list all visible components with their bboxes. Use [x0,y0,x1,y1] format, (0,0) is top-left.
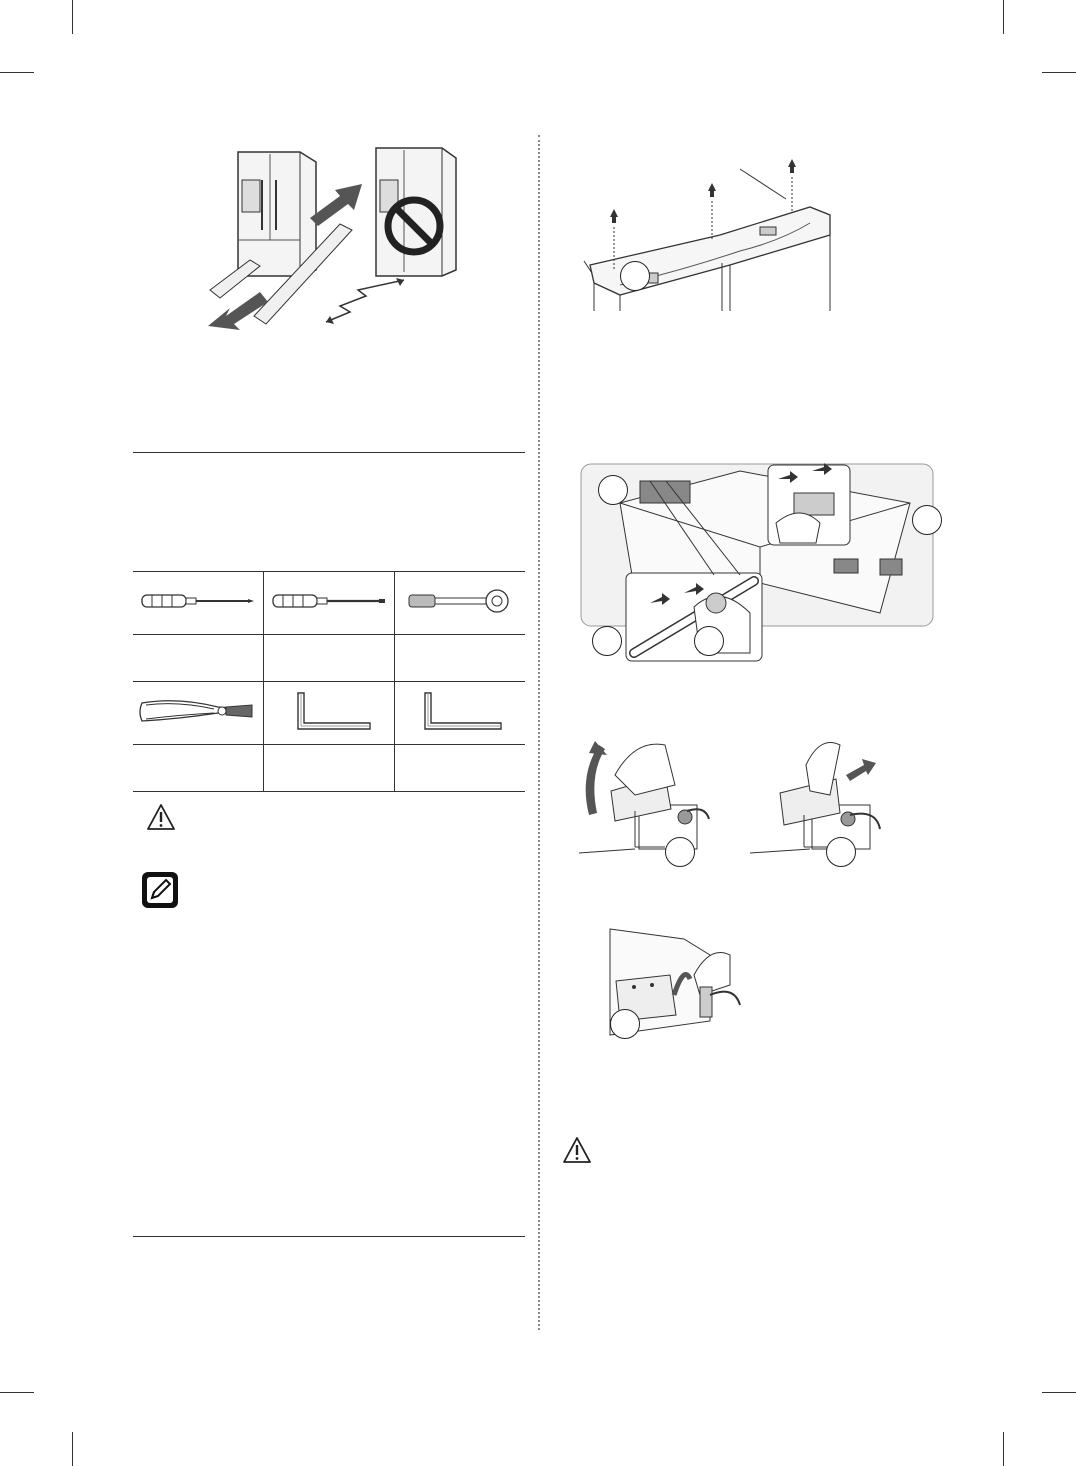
crop-mark [1042,72,1076,73]
hinge-lift-figure-left [575,735,715,865]
tools-table [133,571,525,792]
hex-key-cell [394,682,525,745]
tool-label-cell [394,745,525,792]
callout-circle [665,837,695,867]
moving-refrigerator-figure [190,140,470,340]
hinge-remove-figure [600,925,750,1055]
crop-mark [1003,1432,1004,1466]
caution-triangle-icon [562,1136,592,1164]
pliers-icon [138,693,258,729]
note-pencil-icon [140,870,180,910]
crop-mark [0,1392,34,1393]
hinge-lift-figure-right [750,735,890,865]
tool-label-cell [133,635,264,682]
column-divider [538,135,540,1330]
hex-key-icon [415,691,505,731]
flat-screwdriver-icon [271,591,387,611]
callout-circle [694,626,724,656]
tools-image-row [133,572,525,635]
tools-label-row [133,635,525,682]
callout-circle [598,475,628,505]
crop-mark [0,72,34,73]
tool-label-cell [264,745,395,792]
crop-mark [72,1432,73,1466]
section-rule [133,452,525,453]
crop-mark [72,0,73,34]
hex-key-icon [284,691,374,731]
tool-label-cell [394,635,525,682]
callout-circle [620,261,650,291]
callout-circle [912,505,942,535]
phillips-screwdriver-icon [140,591,256,611]
callout-circle [610,1009,640,1039]
callout-circle [826,837,856,867]
crop-mark [1003,0,1004,34]
pliers-cell [133,682,264,745]
tools-label-row [133,745,525,792]
phillips-screwdriver-cell [133,572,264,635]
hex-key-cell [264,682,395,745]
tool-label-cell [264,635,395,682]
tools-image-row [133,682,525,745]
callout-circle [592,626,622,656]
section-rule [133,1236,525,1237]
crop-mark [1042,1392,1076,1393]
caution-triangle-icon [146,803,176,831]
flat-screwdriver-cell [264,572,395,635]
wire-connector-figure [580,463,935,663]
socket-wrench-cell [394,572,525,635]
socket-wrench-icon [405,588,515,614]
tool-label-cell [133,745,264,792]
top-cover-screws-figure [580,155,850,315]
